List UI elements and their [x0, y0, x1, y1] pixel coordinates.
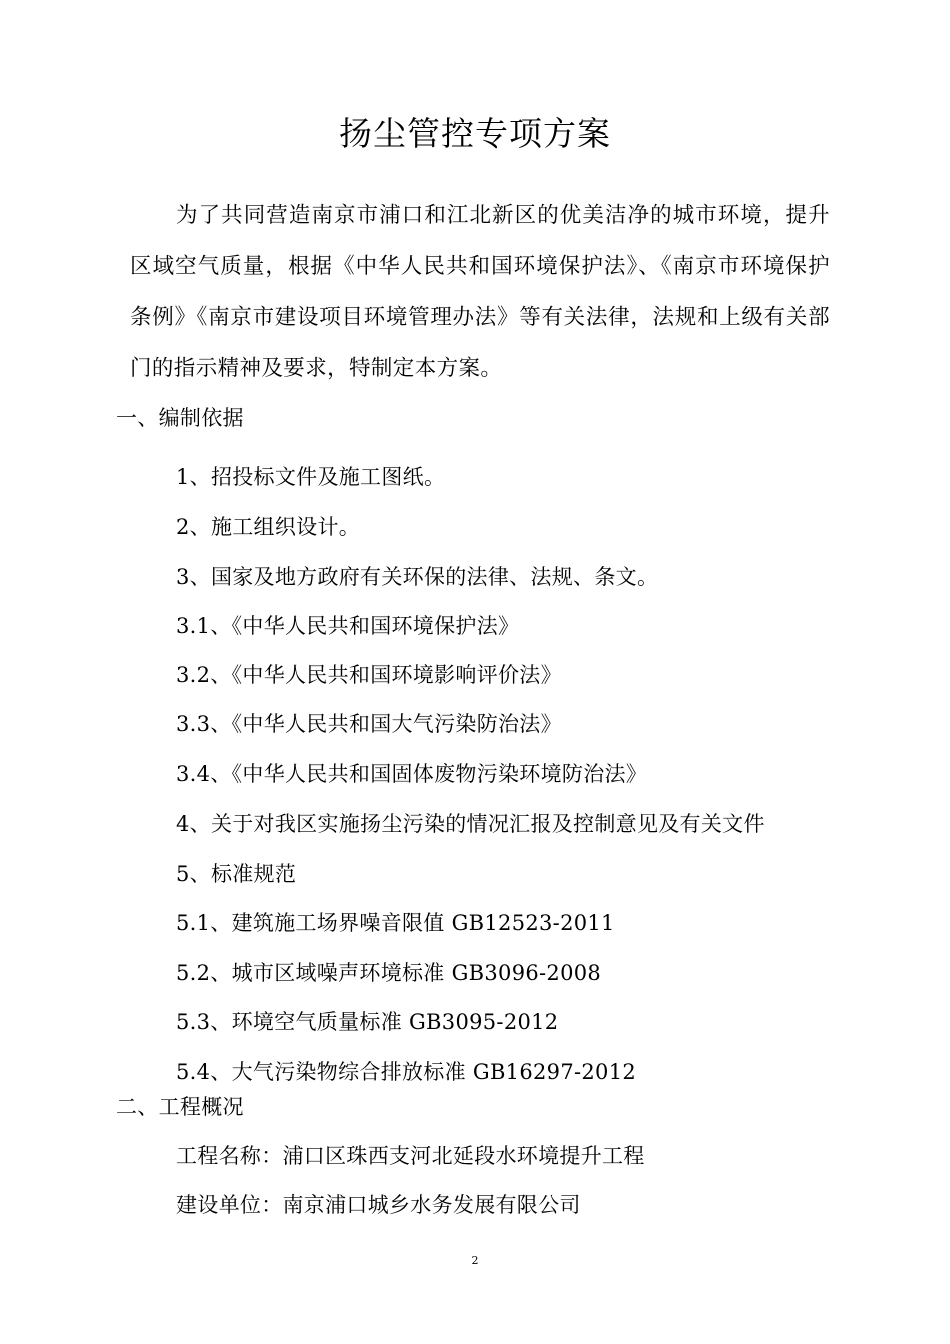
document-title: 扬尘管控专项方案 [339, 114, 611, 153]
basis-item: 5、标准规范 [176, 862, 297, 886]
basis-item: 3.1、《中华人民共和国环境保护法》 [176, 614, 520, 638]
basis-item: 3、国家及地方政府有关环保的法律、法规、条文。 [176, 565, 659, 589]
section-heading-overview: 二、工程概况 [116, 1095, 244, 1119]
overview-item: 建设单位：南京浦口城乡水务发展有限公司 [176, 1193, 581, 1217]
basis-item: 3.3、《中华人民共和国大气污染防治法》 [176, 712, 562, 736]
basis-item: 5.1、建筑施工场界噪音限值 GB12523-2011 [176, 911, 615, 935]
page-number: 2 [471, 1254, 479, 1267]
basis-item: 2、施工组织设计。 [176, 515, 361, 539]
basis-item: 4、关于对我区实施扬尘污染的情况汇报及控制意见及有关文件 [176, 812, 765, 836]
basis-item: 5.2、城市区域噪声环境标准 GB3096-2008 [176, 961, 602, 985]
basis-item: 5.4、大气污染物综合排放标准 GB16297-2012 [176, 1060, 637, 1084]
basis-item: 1、招投标文件及施工图纸。 [176, 465, 446, 489]
basis-item: 3.4、《中华人民共和国固体废物污染环境防治法》 [176, 762, 648, 786]
intro-paragraph: 为了共同营造南京市浦口和江北新区的优美洁净的城市环境，提升区域空气质量，根据《中华人民共和国环境保护法》、《南京市环境保护条例》《南京市建设项目环境管理办法》等有关法律，法规和上级有关部门的指示精神及要求，特制定本方案。 [130, 203, 830, 381]
section-heading-basis: 一、编制依据 [116, 406, 244, 430]
overview-item: 工程名称：浦口区珠西支河北延段水环境提升工程 [176, 1144, 645, 1168]
basis-item: 5.3、环境空气质量标准 GB3095-2012 [176, 1010, 559, 1034]
basis-item: 3.2、《中华人民共和国环境影响评价法》 [176, 663, 562, 687]
